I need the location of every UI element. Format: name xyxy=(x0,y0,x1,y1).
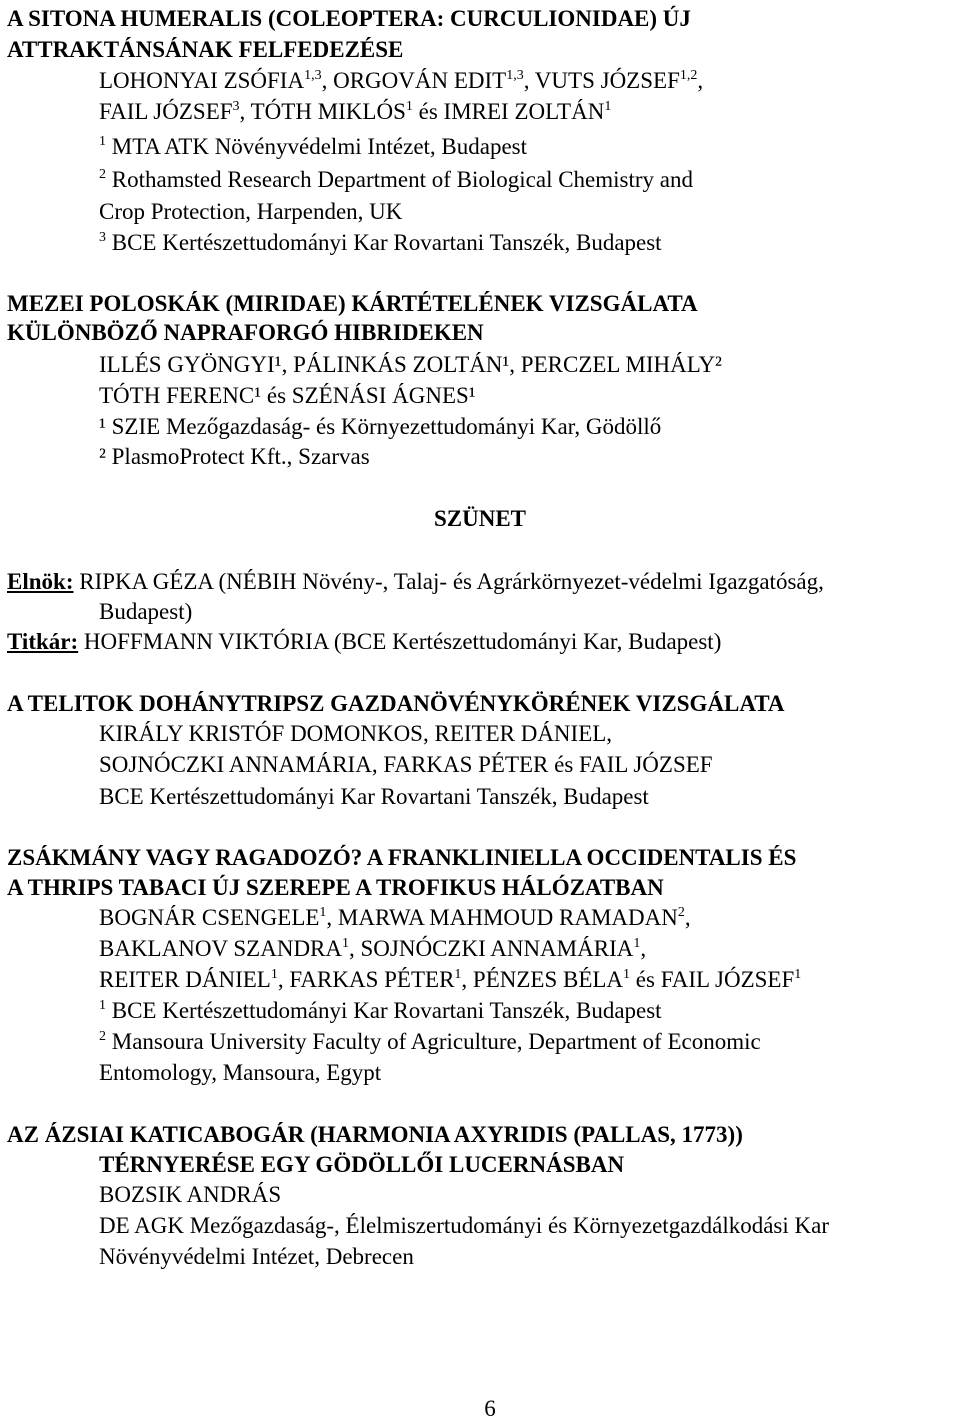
section5-line1: BOZSIK ANDRÁS xyxy=(99,1182,282,1207)
section4-authors-line2: BAKLANOV SZANDRA$^1$, SOJNÓCZKI ANNAMÁRIA$^1$, xyxy=(99,936,647,961)
section4-affiliation-2: $^2$ Mansoura University Faculty of Agriculture, Department of Economic xyxy=(99,1029,761,1054)
section2-title-line2: KÜLÖNBÖZŐ NAPRAFORGÓ HIBRIDEKEN xyxy=(7,320,484,345)
section1-authors-line2: FAIL JÓZSEF$^3$, TÓTH MIKLÓS$^1$ és IMREI ZOLTÁN$^1$ xyxy=(99,99,612,124)
section1-title-line2: ATTRAKTÁNSÁNAK FELFEDEZÉSE xyxy=(7,37,404,62)
section1-affiliation-2: $^2$ Rothamsted Research Department of Biological Chemistry and xyxy=(99,167,693,192)
section4-title-line2: A THRIPS TABACI ÚJ SZEREPE A TROFIKUS HÁLÓZATBAN xyxy=(7,875,664,900)
section5-line2: DE AGK Mezőgazdaság-, Élelmiszertudományi és Környezetgazdálkodási Kar xyxy=(99,1213,829,1238)
section1-affiliation-2b: Crop Protection, Harpenden, UK xyxy=(99,199,403,224)
section1-authors-line1: LOHONYAI ZSÓFIA$^{1,3}$, ORGOVÁN EDIT$^{1,3}$, VUTS JÓZSEF$^{1,2}$, xyxy=(99,68,704,93)
section1-title-line1: A SITONA HUMERALIS (COLEOPTERA: CURCULIONIDAE) ÚJ xyxy=(7,6,691,31)
chair-text: RIPKA GÉZA (NÉBIH Növény-, Talaj- és Agrárkörnyezet-védelmi Igazgatóság, xyxy=(73,569,824,594)
section3-line1: KIRÁLY KRISTÓF DOMONKOS, REITER DÁNIEL, xyxy=(99,721,613,746)
secretary-text: HOFFMANN VIKTÓRIA (BCE Kertészettudományi Kar, Budapest) xyxy=(78,629,722,654)
section2-authors-line2: TÓTH FERENC¹ és SZÉNÁSI ÁGNES¹ xyxy=(99,383,476,408)
chair-line2: Budapest) xyxy=(99,599,193,624)
section2-authors-line1: ILLÉS GYÖNGYI¹, PÁLINKÁS ZOLTÁN¹, PERCZEL MIHÁLY² xyxy=(99,352,722,377)
section4-authors-line3: REITER DÁNIEL$^1$, FARKAS PÉTER$^1$, PÉNZES BÉLA$^1$ és FAIL JÓZSEF$^1$ xyxy=(99,967,802,992)
section5-line3: Növényvédelmi Intézet, Debrecen xyxy=(99,1244,414,1269)
chair-line xyxy=(7,567,824,597)
section5-title-line1: AZ ÁZSIAI KATICABOGÁR (HARMONIA AXYRIDIS (PALLAS, 1773)) xyxy=(7,1122,743,1147)
section3-title: A TELITOK DOHÁNYTRIPSZ GAZDANÖVÉNYKÖRÉNEK VIZSGÁLATA xyxy=(7,691,785,716)
section3-line2: SOJNÓCZKI ANNAMÁRIA, FARKAS PÉTER és FAIL JÓZSEF xyxy=(99,752,713,777)
section4-affiliation-1: $^1$ BCE Kertészettudományi Kar Rovartani Tanszék, Budapest xyxy=(99,998,662,1023)
chair-label: Elnök: xyxy=(7,569,74,594)
section2-affiliation-1: ¹ SZIE Mezőgazdaság- és Környezettudományi Kar, Gödöllő xyxy=(99,414,662,439)
page-number: 6 xyxy=(484,1396,496,1421)
section4-title-line1: ZSÁKMÁNY VAGY RAGADOZÓ? A FRANKLINIELLA OCCIDENTALIS ÉS xyxy=(7,845,797,870)
secretary-label: Titkár: xyxy=(7,629,79,654)
secretary-line xyxy=(7,627,721,657)
section3-line3: BCE Kertészettudományi Kar Rovartani Tanszék, Budapest xyxy=(99,784,649,809)
section2-title-line1: MEZEI POLOSKÁK (MIRIDAE) KÁRTÉTELÉNEK VIZSGÁLATA xyxy=(7,291,698,316)
section5-title-line2: TÉRNYERÉSE EGY GÖDÖLLŐI LUCERNÁSBAN xyxy=(99,1152,625,1177)
section1-affiliation-1: $^1$ MTA ATK Növényvédelmi Intézet, Budapest xyxy=(99,134,528,159)
section1-affiliation-3: $^3$ BCE Kertészettudományi Kar Rovartani Tanszék, Budapest xyxy=(99,230,662,255)
section2-affiliation-2: ² PlasmoProtect Kft., Szarvas xyxy=(99,444,370,469)
section4-authors-line1: BOGNÁR CSENGELE$^1$, MARWA MAHMOUD RAMADAN$^2$, xyxy=(99,905,691,930)
break-label: SZÜNET xyxy=(433,506,527,531)
section4-affiliation-2b: Entomology, Mansoura, Egypt xyxy=(99,1060,382,1085)
